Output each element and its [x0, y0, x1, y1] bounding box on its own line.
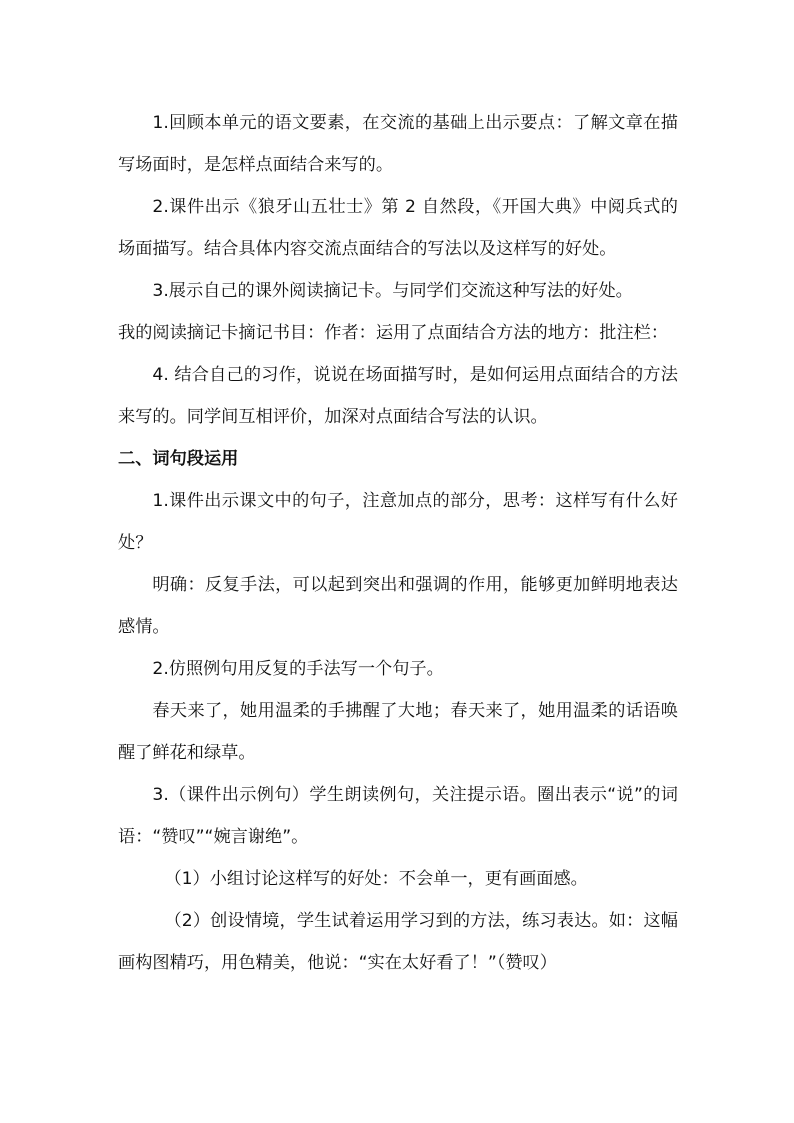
paragraph-example-sentence: 春天来了，她用温柔的手拂醒了大地；春天来了，她用温柔的话语唤醒了鲜花和绿草。	[118, 701, 678, 763]
paragraph-answer-repetition: 明确：反复手法，可以起到突出和强调的作用，能够更加鲜明地表达感情。	[118, 575, 678, 637]
paragraph-practice-expression: （2）创设情境，学生试着运用学习到的方法，练习表达。如：这幅画构图精巧，用色精美，他说：“实在太好看了！”（赞叹）	[118, 911, 678, 973]
paragraph-review-elements: 1.回顾本单元的语文要素，在交流的基础上出示要点：了解文章在描写场面时，是怎样点面结合来写的。	[118, 113, 678, 175]
paragraph-reading-card-fields: 我的阅读摘记卡摘记书目：作者：运用了点面结合方法的地方：批注栏：	[118, 323, 669, 343]
paragraph-reading-card: 3.展示自己的课外阅读摘记卡。与同学们交流这种写法的好处。	[152, 281, 633, 301]
paragraph-own-writing: 4. 结合自己的习作，说说在场面描写时，是如何运用点面结合的方法来写的。同学间互相评价，加深对点面结合写法的认识。	[118, 365, 678, 427]
paragraph-group-discussion: （1）小组讨论这样写的好处：不会单一，更有画面感。	[164, 869, 588, 889]
section-heading-word-sentence-use: 二、词句段运用	[118, 449, 239, 469]
paragraph-courseware-examples: 2.课件出示《狼牙山五壮士》第 2 自然段，《开国大典》中阅兵式的场面描写。结合具体内容交流点面结合的写法以及这样写的好处。	[118, 197, 678, 259]
paragraph-sentence-question: 1.课件出示课文中的句子，注意加点的部分，思考：这样写有什么好处？	[118, 491, 678, 553]
document-body	[118, 102, 678, 984]
paragraph-imitate-instruction: 2.仿照例句用反复的手法写一个句子。	[152, 659, 444, 679]
paragraph-speech-tags: 3.（课件出示例句）学生朗读例句，关注提示语。圈出表示“说”的词语：“赞叹”“婉言谢绝”。	[118, 785, 678, 847]
